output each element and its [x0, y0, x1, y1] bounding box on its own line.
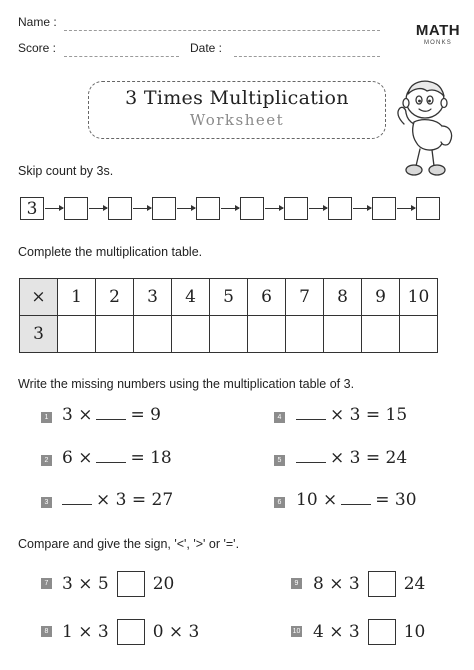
compare-sign-box[interactable]	[368, 619, 396, 645]
skip-count-box[interactable]	[416, 197, 440, 220]
table-header-cell: 7	[286, 279, 324, 316]
problem-left: 6 ×	[62, 448, 93, 468]
arrow-right-icon	[353, 208, 371, 209]
problem-number-badge: 1	[41, 412, 52, 423]
arrow-right-icon	[133, 208, 151, 209]
answer-blank[interactable]	[296, 449, 326, 463]
table-header-cell: 8	[324, 279, 362, 316]
compare-problem	[62, 619, 199, 645]
problem-number-badge: 8	[41, 626, 52, 637]
table-header-cell: ×	[20, 279, 58, 316]
arrow-right-icon	[177, 208, 195, 209]
answer-blank[interactable]	[96, 449, 126, 463]
problem-left: 10 ×	[296, 490, 338, 510]
answer-blank[interactable]	[296, 406, 326, 420]
compare-problem	[313, 571, 425, 597]
name-field[interactable]	[64, 30, 380, 31]
problem-right: = 18	[130, 448, 172, 468]
page-title: 3 Times Multiplication	[125, 87, 349, 109]
logo-monks-text: MONKS	[423, 40, 452, 46]
problem-right: × 3 = 24	[330, 448, 408, 468]
table-answer-cell[interactable]	[96, 316, 134, 353]
compare-right: 24	[403, 574, 426, 594]
compare-sign-box[interactable]	[117, 619, 145, 645]
problem-right: = 9	[130, 405, 161, 425]
skip-count-box[interactable]	[372, 197, 396, 220]
table-answer-cell[interactable]	[400, 316, 438, 353]
skip-count-instruction: Skip count by 3s.	[18, 164, 114, 178]
missing-number-problem	[296, 448, 407, 468]
skip-count-box-start: 3	[20, 197, 44, 220]
table-answer-cell[interactable]	[58, 316, 96, 353]
compare-problem	[62, 571, 174, 597]
compare-left: 1 × 3	[62, 622, 109, 642]
arrow-right-icon	[45, 208, 63, 209]
logo-math-text: MATH	[415, 22, 461, 39]
missing-number-problem	[296, 490, 417, 510]
answer-blank[interactable]	[341, 491, 371, 505]
table-answer-cell[interactable]	[362, 316, 400, 353]
skip-count-box[interactable]	[284, 197, 308, 220]
cartoon-boy-illustration	[392, 74, 466, 184]
missing-number-problem	[62, 448, 172, 468]
problem-number-badge: 9	[291, 578, 302, 589]
problem-left: 3 ×	[62, 405, 93, 425]
table-answer-cell[interactable]	[324, 316, 362, 353]
problem-right: × 3 = 27	[96, 490, 174, 510]
compare-left: 3 × 5	[62, 574, 109, 594]
problem-number-badge: 6	[274, 497, 285, 508]
problem-right: = 30	[375, 490, 417, 510]
problem-number-badge: 4	[274, 412, 285, 423]
skip-count-box[interactable]	[64, 197, 88, 220]
score-label: Score :	[18, 41, 57, 55]
score-field[interactable]	[64, 56, 179, 57]
table-header-cell: 1	[58, 279, 96, 316]
table-instruction: Complete the multiplication table.	[18, 245, 203, 259]
compare-right: 10	[403, 622, 426, 642]
multiplication-table	[19, 278, 438, 353]
compare-right: 20	[152, 574, 175, 594]
table-header-cell: 4	[172, 279, 210, 316]
problem-number-badge: 7	[41, 578, 52, 589]
compare-instruction: Compare and give the sign, '<', '>' or '='.	[18, 537, 240, 551]
missing-number-problem	[62, 490, 173, 510]
page-subtitle: Worksheet	[189, 111, 285, 129]
problem-number-badge: 2	[41, 455, 52, 466]
problem-number-badge: 3	[41, 497, 52, 508]
skip-count-row	[20, 197, 442, 222]
compare-left: 8 × 3	[313, 574, 360, 594]
name-label: Name :	[18, 15, 57, 29]
problem-number-badge: 5	[274, 455, 285, 466]
table-header-cell: 3	[134, 279, 172, 316]
answer-blank[interactable]	[62, 491, 92, 505]
missing-number-problem	[296, 405, 407, 425]
arrow-right-icon	[89, 208, 107, 209]
date-field[interactable]	[234, 56, 380, 57]
table-answer-cell[interactable]	[286, 316, 324, 353]
table-header-cell: 5	[210, 279, 248, 316]
arrow-right-icon	[221, 208, 239, 209]
arrow-right-icon	[397, 208, 415, 209]
compare-sign-box[interactable]	[368, 571, 396, 597]
compare-problem	[313, 619, 425, 645]
table-answer-cell[interactable]	[210, 316, 248, 353]
title-box	[88, 81, 386, 139]
problem-number-badge: 10	[292, 628, 301, 635]
answer-blank[interactable]	[96, 406, 126, 420]
compare-sign-box[interactable]	[117, 571, 145, 597]
table-answer-cell[interactable]	[248, 316, 286, 353]
table-answer-cell[interactable]	[134, 316, 172, 353]
compare-right: 0 × 3	[152, 622, 200, 642]
table-header-cell: 10	[400, 279, 438, 316]
table-header-cell: 2	[96, 279, 134, 316]
table-header-row	[20, 279, 438, 316]
arrow-right-icon	[265, 208, 283, 209]
missing-number-problem	[62, 405, 161, 425]
table-header-cell: 6	[248, 279, 286, 316]
skip-count-box[interactable]	[108, 197, 132, 220]
skip-count-box[interactable]	[152, 197, 176, 220]
missing-numbers-instruction: Write the missing numbers using the multiplication table of 3.	[18, 377, 355, 391]
table-header-cell: 9	[362, 279, 400, 316]
math-monks-logo	[412, 22, 464, 62]
skip-count-box[interactable]	[328, 197, 352, 220]
date-label: Date :	[190, 41, 223, 55]
compare-left: 4 × 3	[313, 622, 360, 642]
table-row-label: 3	[20, 316, 58, 353]
table-answer-row	[20, 316, 438, 353]
skip-count-box[interactable]	[196, 197, 220, 220]
problem-right: × 3 = 15	[330, 405, 408, 425]
table-answer-cell[interactable]	[172, 316, 210, 353]
skip-count-box[interactable]	[240, 197, 264, 220]
arrow-right-icon	[309, 208, 327, 209]
